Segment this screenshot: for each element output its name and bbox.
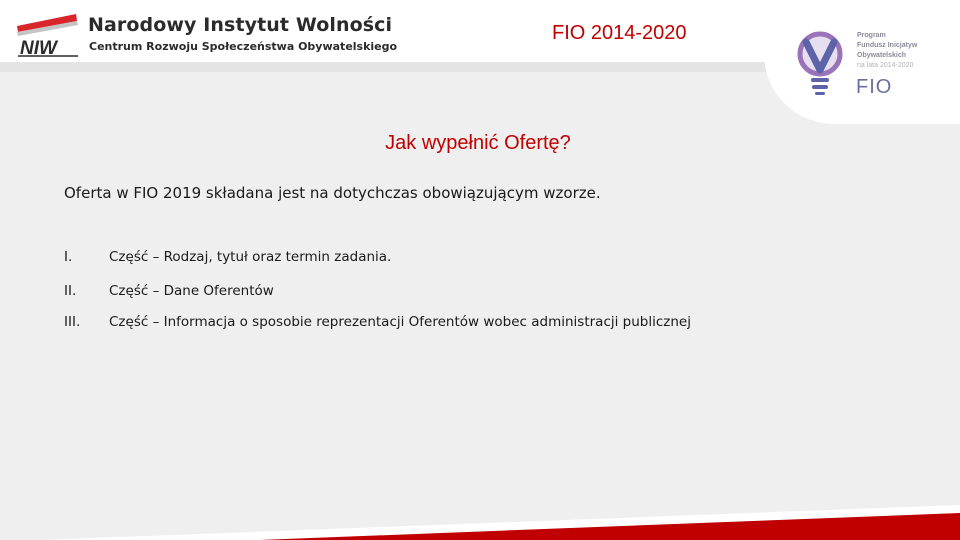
svg-text:NIW: NIW xyxy=(20,38,57,58)
slide-title xyxy=(0,132,960,155)
intro-text: Oferta w FIO 2019 składana jest na dotychczas obowiązującym wzorze. xyxy=(64,184,601,202)
badge-line: Program xyxy=(857,32,886,39)
org-subtitle: Centrum Rozwoju Społeczeństwa Obywatelskiego xyxy=(89,40,398,53)
badge-line: Fundusz Inicjatyw xyxy=(857,42,918,49)
list-item-number: II. xyxy=(64,283,77,299)
badge-line: na lata 2014-2020 xyxy=(857,62,914,69)
org-name: Narodowy Instytut Wolności xyxy=(88,14,393,36)
badge-text xyxy=(857,31,917,71)
fio-program-badge xyxy=(764,0,960,124)
list-item-text: Część – Dane Oferentów xyxy=(109,283,274,299)
list-item-number: I. xyxy=(64,249,73,265)
list-item-number: III. xyxy=(64,314,81,330)
badge-fio-mark: FIO xyxy=(856,76,893,98)
niw-logo-icon xyxy=(14,12,82,58)
list-item-text: Część – Rodzaj, tytuł oraz termin zadania. xyxy=(109,249,392,265)
badge-line: Obywatelskich xyxy=(857,52,907,59)
list-item-text: Część – Informacja o sposobie reprezentacji Oferentów wobec administracji publicznej xyxy=(109,314,691,330)
program-title: FIO 2014-2020 xyxy=(552,22,687,44)
lightbulb-v-icon xyxy=(792,28,848,98)
slide-title-text: Jak wypełnić Ofertę? xyxy=(385,132,571,154)
